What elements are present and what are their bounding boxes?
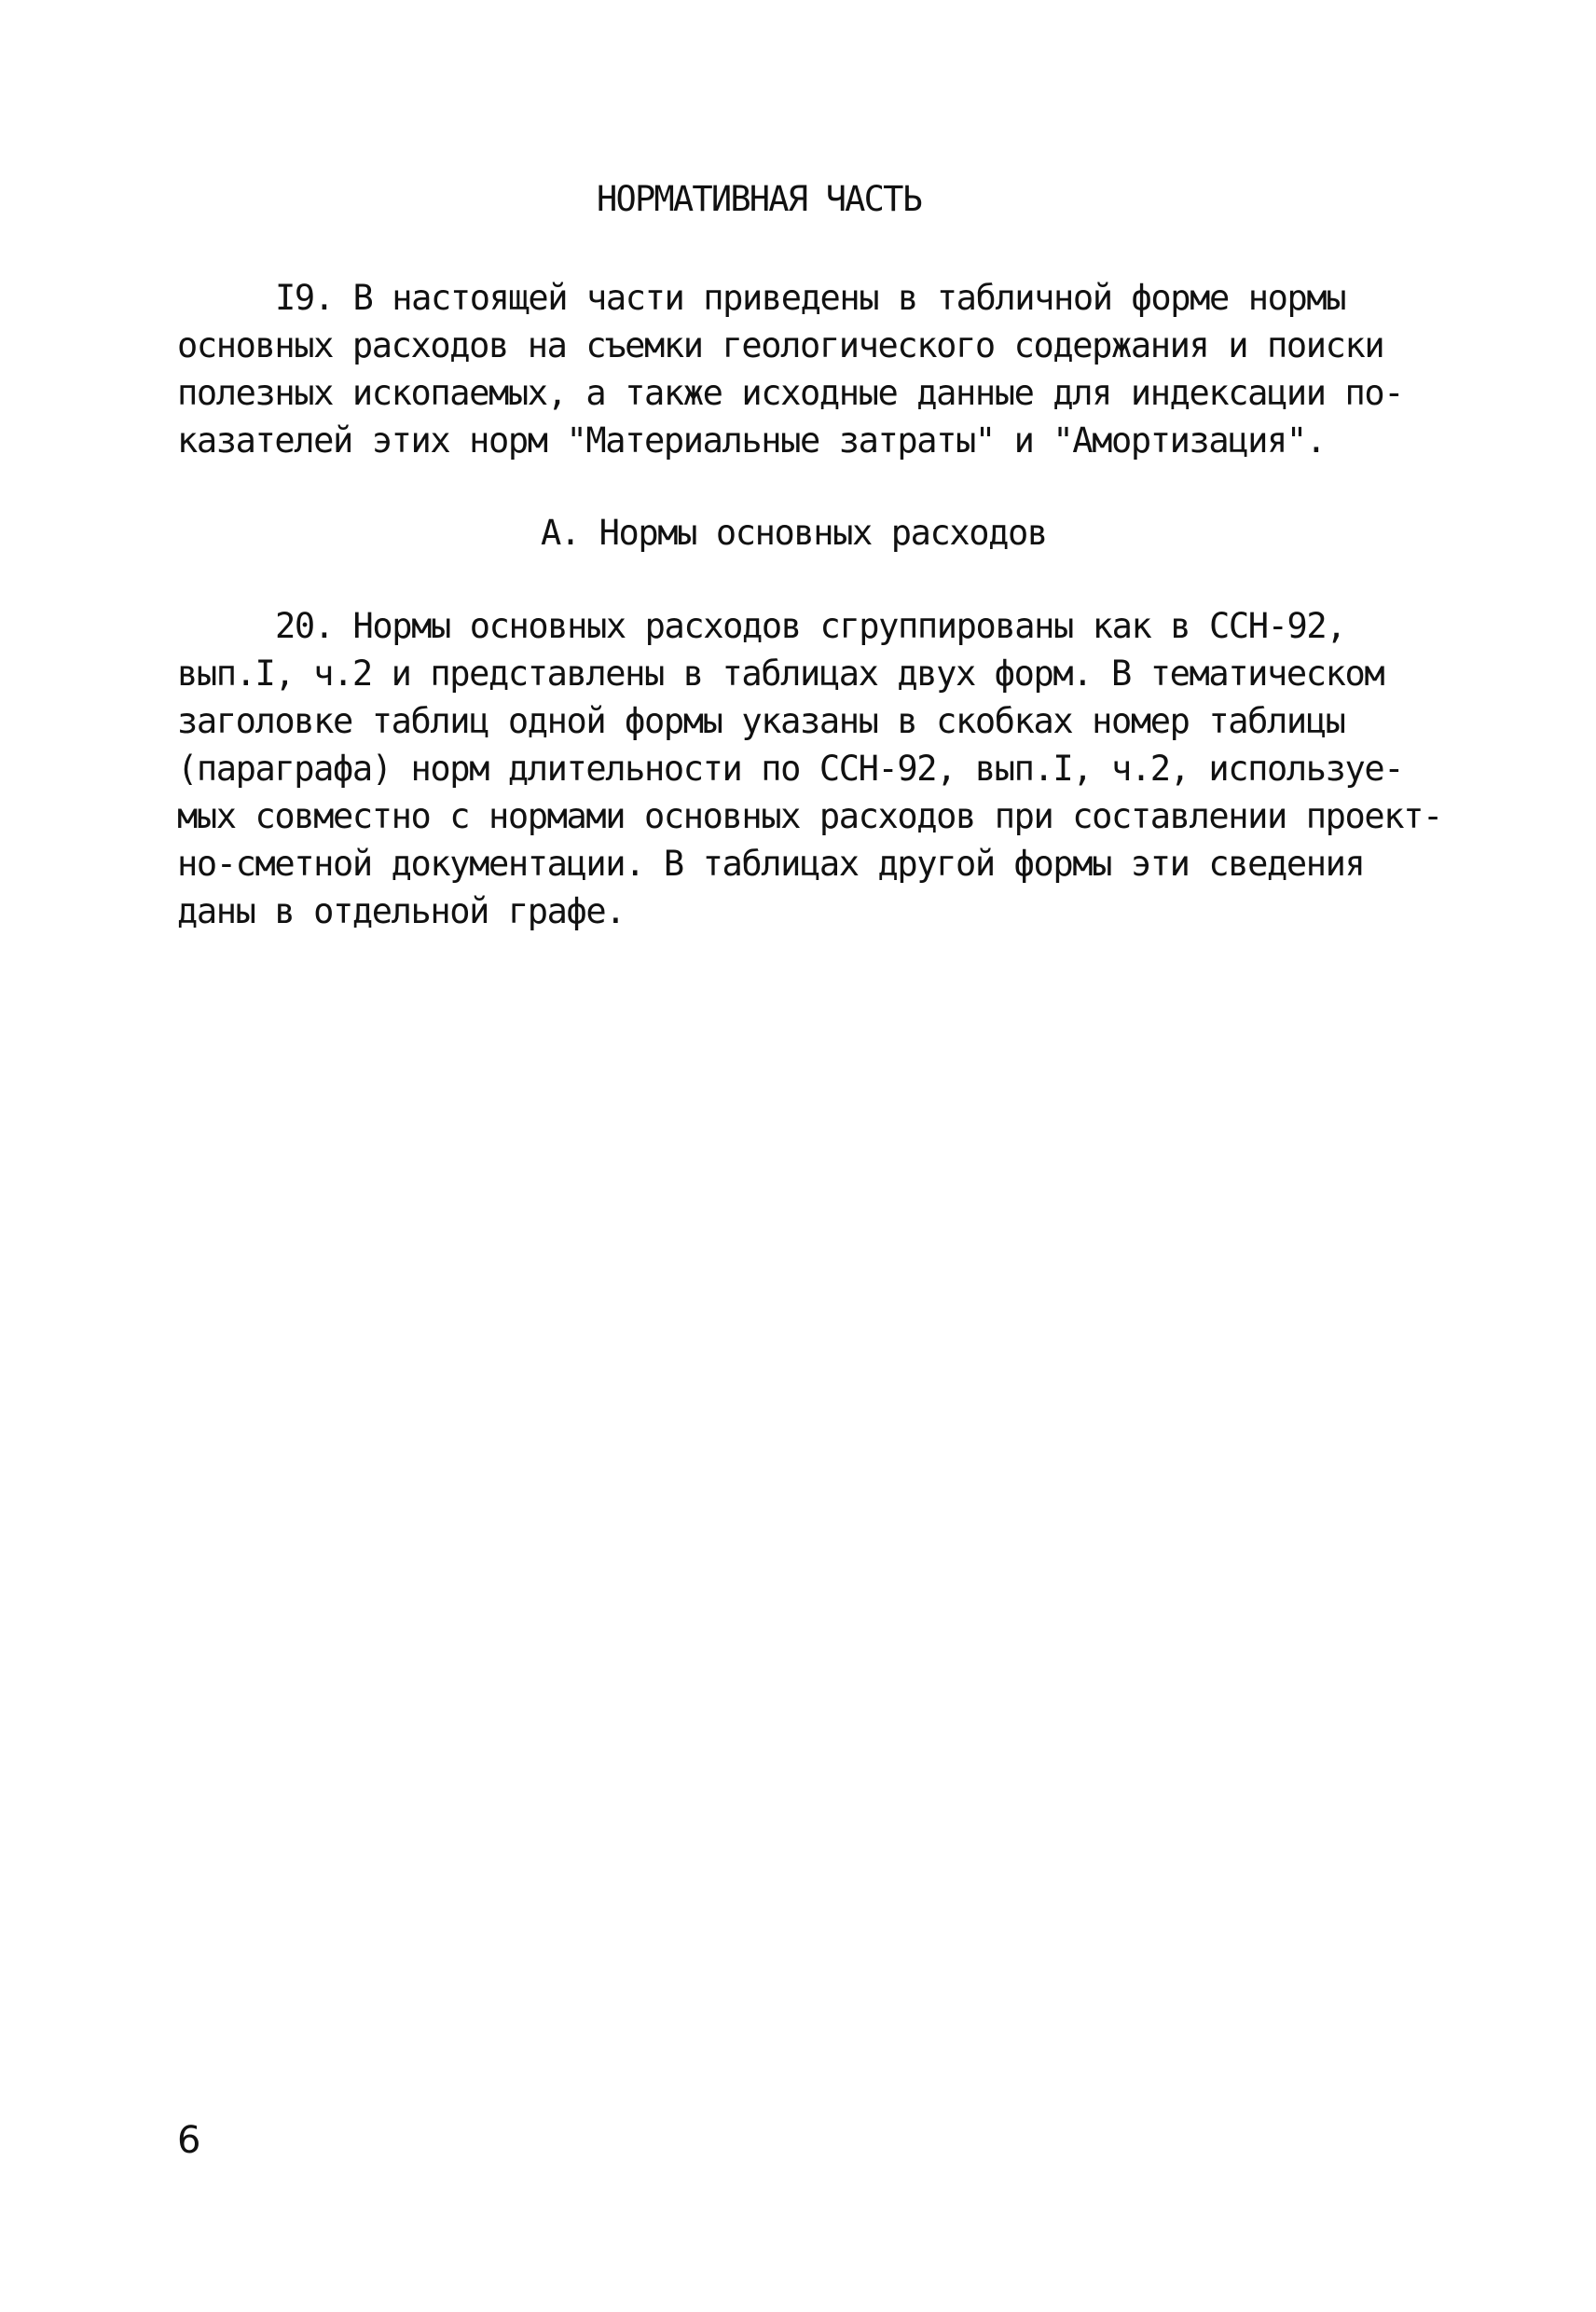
paragraph-20-line: вып.I, ч.2 и представлены в таблицах двух форм. В тематическом — [177, 654, 1384, 694]
paragraph-19-line: полезных ископаемых, а также исходные данные для индексации по- — [177, 373, 1404, 413]
section-a-title: А. Нормы основных расходов — [541, 513, 1047, 553]
paragraph-20-line: но-сметной документации. В таблицах другой формы эти сведения — [177, 844, 1365, 884]
paragraph-20-line: даны в отдельной графе. — [177, 891, 626, 931]
paragraph-20-line: заголовке таблиц одной формы указаны в скобках номер таблицы — [177, 701, 1345, 741]
page-number: 6 — [177, 2119, 201, 2162]
paragraph-20-line: (параграфа) норм длительности по ССН-92, вып.I, ч.2, используе- — [177, 749, 1404, 789]
paragraph-20-line: 20. Нормы основных расходов сгруппированы как в ССН-92, — [275, 606, 1346, 646]
paragraph-19-line: казателей этих норм "Материальные затраты" и "Амортизация". — [177, 420, 1326, 461]
paragraph-19-line: I9. В настоящей части приведены в табличной форме нормы — [275, 278, 1346, 318]
page-title: НОРМАТИВНАЯ ЧАСТЬ — [597, 179, 922, 219]
paragraph-20-line: мых совместно с нормами основных расходов при составлении проект- — [177, 796, 1442, 836]
paragraph-19-line: основных расходов на съемки геологического содержания и поиски — [177, 325, 1384, 365]
